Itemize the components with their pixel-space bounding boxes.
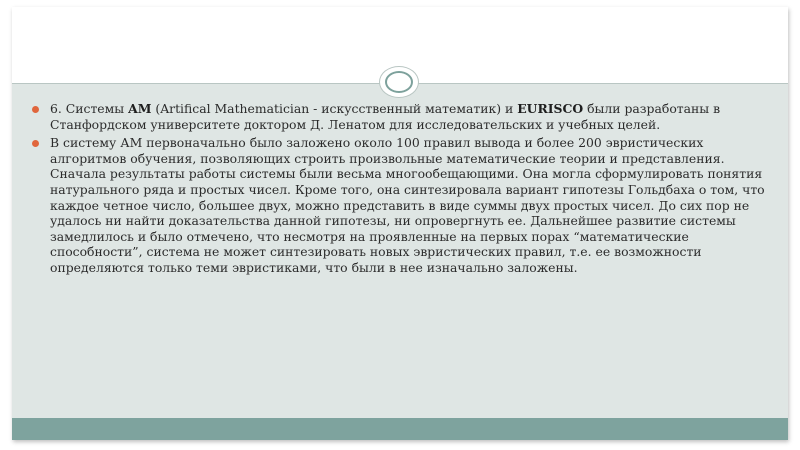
footer-bar (12, 418, 788, 440)
bullet-icon (32, 140, 39, 147)
slide-body (28, 101, 774, 279)
para1-bold-am: AM (128, 101, 152, 116)
circle-ornament-ring (385, 71, 413, 93)
slide-frame (12, 7, 788, 440)
para1-text-2: (Artifical Mathematician - искусственный математик) и (151, 101, 518, 116)
paragraph-systems-am-eurisco (28, 101, 774, 132)
paragraph-am-description (28, 135, 774, 275)
circle-ornament-icon (379, 66, 419, 98)
para2-text: В систему АМ первоначально было заложено около 100 правил вывода и более 200 эвристических алгоритмов обучения, позволяющих строить произвольные математические теории и представления. Сначала результаты работы системы были весьма многообещающими. Она могла сформулировать понятия натурального ряда и простых чисел. Кроме того, она синтезировала вариант гипотезы Гольдбаха о том, что каждое четное число, большее двух, можно представить в виде суммы двух простых чисел. До сих пор не удалось ни найти доказательства данной гипотезы, ни опровергнуть ее. Дальнейшее развитие системы замедлилось и было отмечено, что несмотря на проявленные на первых порах “математические способности”, система не может синтезировать новых эвристических правил, т.е. ее возможности определяются только теми эвристиками, что были в нее изначально заложены. (50, 135, 765, 275)
bullet-icon (32, 106, 39, 113)
para1-text-1: 6. Системы (50, 101, 129, 116)
para1-text-3: были разработаны в Станфордском университете доктором Д. Ленатом для исследовательских и учебных целей. (50, 101, 721, 132)
para1-bold-eurisco: EURISCO (517, 101, 584, 116)
